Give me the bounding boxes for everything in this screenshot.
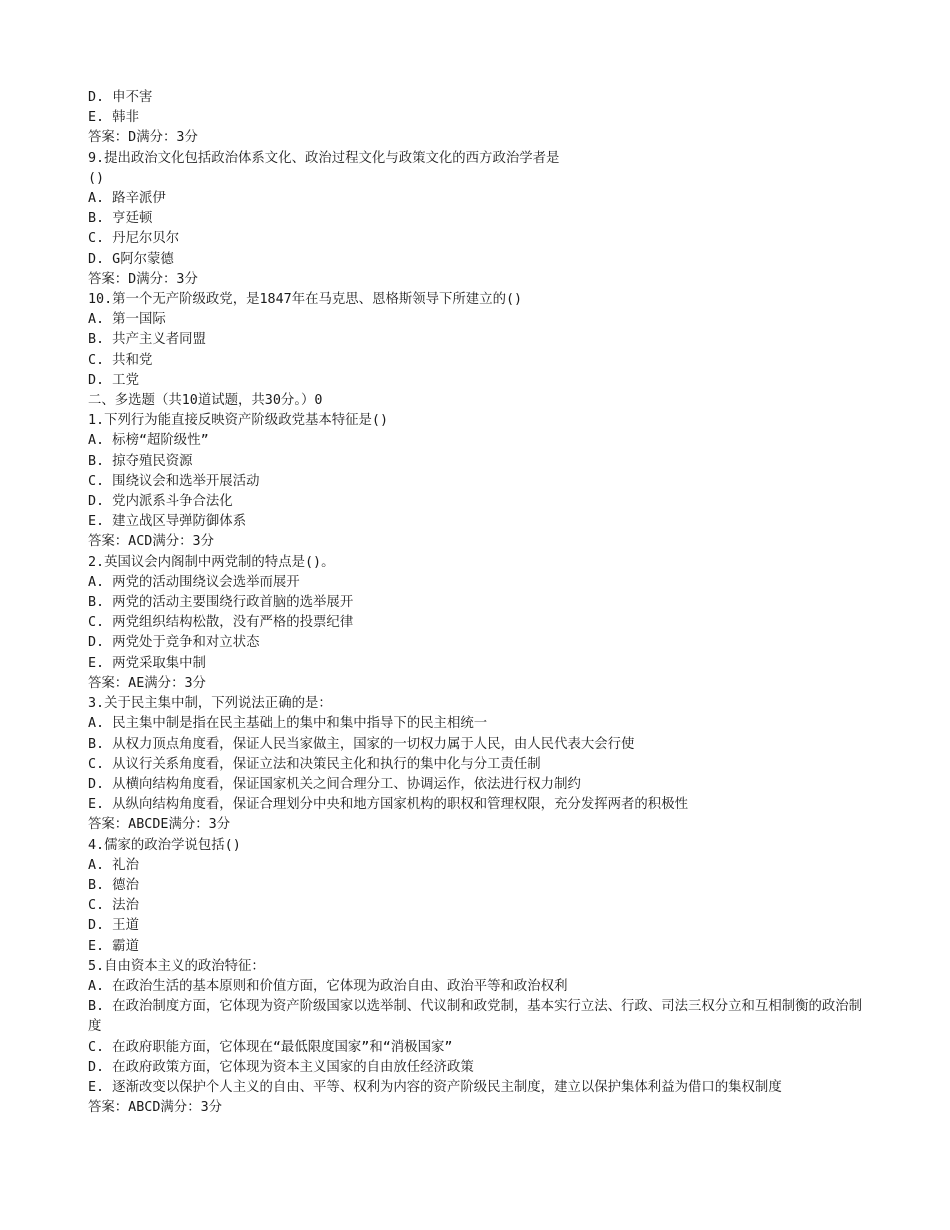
option-line: C. 两党组织结构松散，没有严格的投票纪律	[88, 615, 354, 631]
text-line: D. 申不害	[88, 90, 153, 105]
option-line: E. 从纵向结构角度看，保证合理划分中央和地方国家机构的职权和管理权限，充分发挥两者的积极性	[88, 797, 688, 813]
option-line: C. 围绕议会和选举开展活动	[88, 473, 260, 489]
answer-line: 答案：ABCD满分：3分	[88, 1100, 223, 1116]
option-line: B. 从权力顶点角度看，保证人民当家做主，国家的一切权力属于人民，由人民代表大会行使	[88, 736, 635, 752]
option-line: C. 在政府职能方面，它体现在“最低限度国家”和“消极国家”	[88, 1039, 453, 1055]
option-line: B. 共产主义者同盟	[88, 332, 206, 348]
question-line: 10.第一个无产阶级政党，是1847年在马克思、恩格斯领导下所建立的()	[88, 292, 523, 308]
option-line: A. 在政治生活的基本原则和价值方面，它体现为政治自由、政治平等和政治权利	[88, 978, 568, 994]
option-line: E. 霸道	[88, 938, 139, 954]
option-line: C. 共和党	[88, 352, 153, 368]
question-line: 4.儒家的政治学说包括()	[88, 837, 241, 853]
option-line: D. G阿尔蒙德	[88, 251, 174, 267]
option-line: D. 工党	[88, 372, 139, 388]
question-line: 1.下列行为能直接反映资产阶级政党基本特征是()	[88, 413, 389, 429]
option-line: A. 第一国际	[88, 312, 166, 328]
answer-line: 答案：ABCDE满分：3分	[88, 817, 231, 833]
option-line: E. 两党采取集中制	[88, 655, 206, 671]
question-line: 5.自由资本主义的政治特征：	[88, 958, 265, 974]
answer-line: 答案：D满分：3分	[88, 130, 198, 146]
option-line: A. 礼治	[88, 857, 139, 873]
option-line: D. 从横向结构角度看，保证国家机关之间合理分工、协调运作，依法进行权力制约	[88, 776, 581, 792]
question-line: 9.提出政治文化包括政治体系文化、政治过程文化与政策文化的西方政治学者是	[88, 150, 560, 166]
option-line: E. 建立战区导弹防御体系	[88, 514, 247, 530]
answer-line: 答案：D满分：3分	[88, 271, 198, 287]
option-line: A. 两党的活动围绕议会选举而展开	[88, 574, 300, 590]
option-line: D. 王道	[88, 918, 139, 934]
text-line: E. 韩非	[88, 110, 139, 126]
question-line: 3.关于民主集中制，下列说法正确的是：	[88, 696, 332, 712]
option-line: C. 法治	[88, 898, 139, 914]
option-line: D. 在政府政策方面，它体现为资本主义国家的自由放任经济政策	[88, 1059, 474, 1075]
option-line: B. 德治	[88, 877, 139, 893]
text-line: ()	[88, 170, 105, 186]
option-line: A. 民主集中制是指在民主基础上的集中和集中指导下的民主相统一	[88, 716, 488, 732]
option-line: B. 亨廷顿	[88, 211, 153, 227]
question-line: 2.英国议会内阁制中两党制的特点是()。	[88, 554, 335, 570]
answer-line: 答案：AE满分：3分	[88, 675, 206, 691]
option-line: B. 两党的活动主要围绕行政首脑的选举展开	[88, 595, 354, 611]
option-line: B. 在政治制度方面，它体现为资产阶级国家以选举制、代议制和政党制，基本实行立法、行政、司法三权分立和互相制衡的政治制度	[88, 999, 863, 1035]
answer-line: 答案：ACD满分：3分	[88, 534, 214, 550]
option-line: C. 从议行关系角度看，保证立法和决策民主化和执行的集中化与分工责任制	[88, 756, 541, 772]
option-line: C. 丹尼尔贝尔	[88, 231, 180, 247]
option-line: D. 党内派系斗争合法化	[88, 494, 233, 510]
option-line: E. 逐渐改变以保护个人主义的自由、平等、权利为内容的资产阶级民主制度，建立以保护集体利益为借口的集权制度	[88, 1079, 782, 1095]
document-page	[88, 88, 873, 1118]
option-line: A. 路辛派伊	[88, 191, 166, 207]
option-line: D. 两党处于竞争和对立状态	[88, 635, 260, 651]
option-line: B. 掠夺殖民资源	[88, 453, 193, 469]
option-line: A. 标榜“超阶级性”	[88, 433, 209, 449]
section-heading: 二、多选题（共10道试题，共30分。）0	[88, 393, 323, 409]
